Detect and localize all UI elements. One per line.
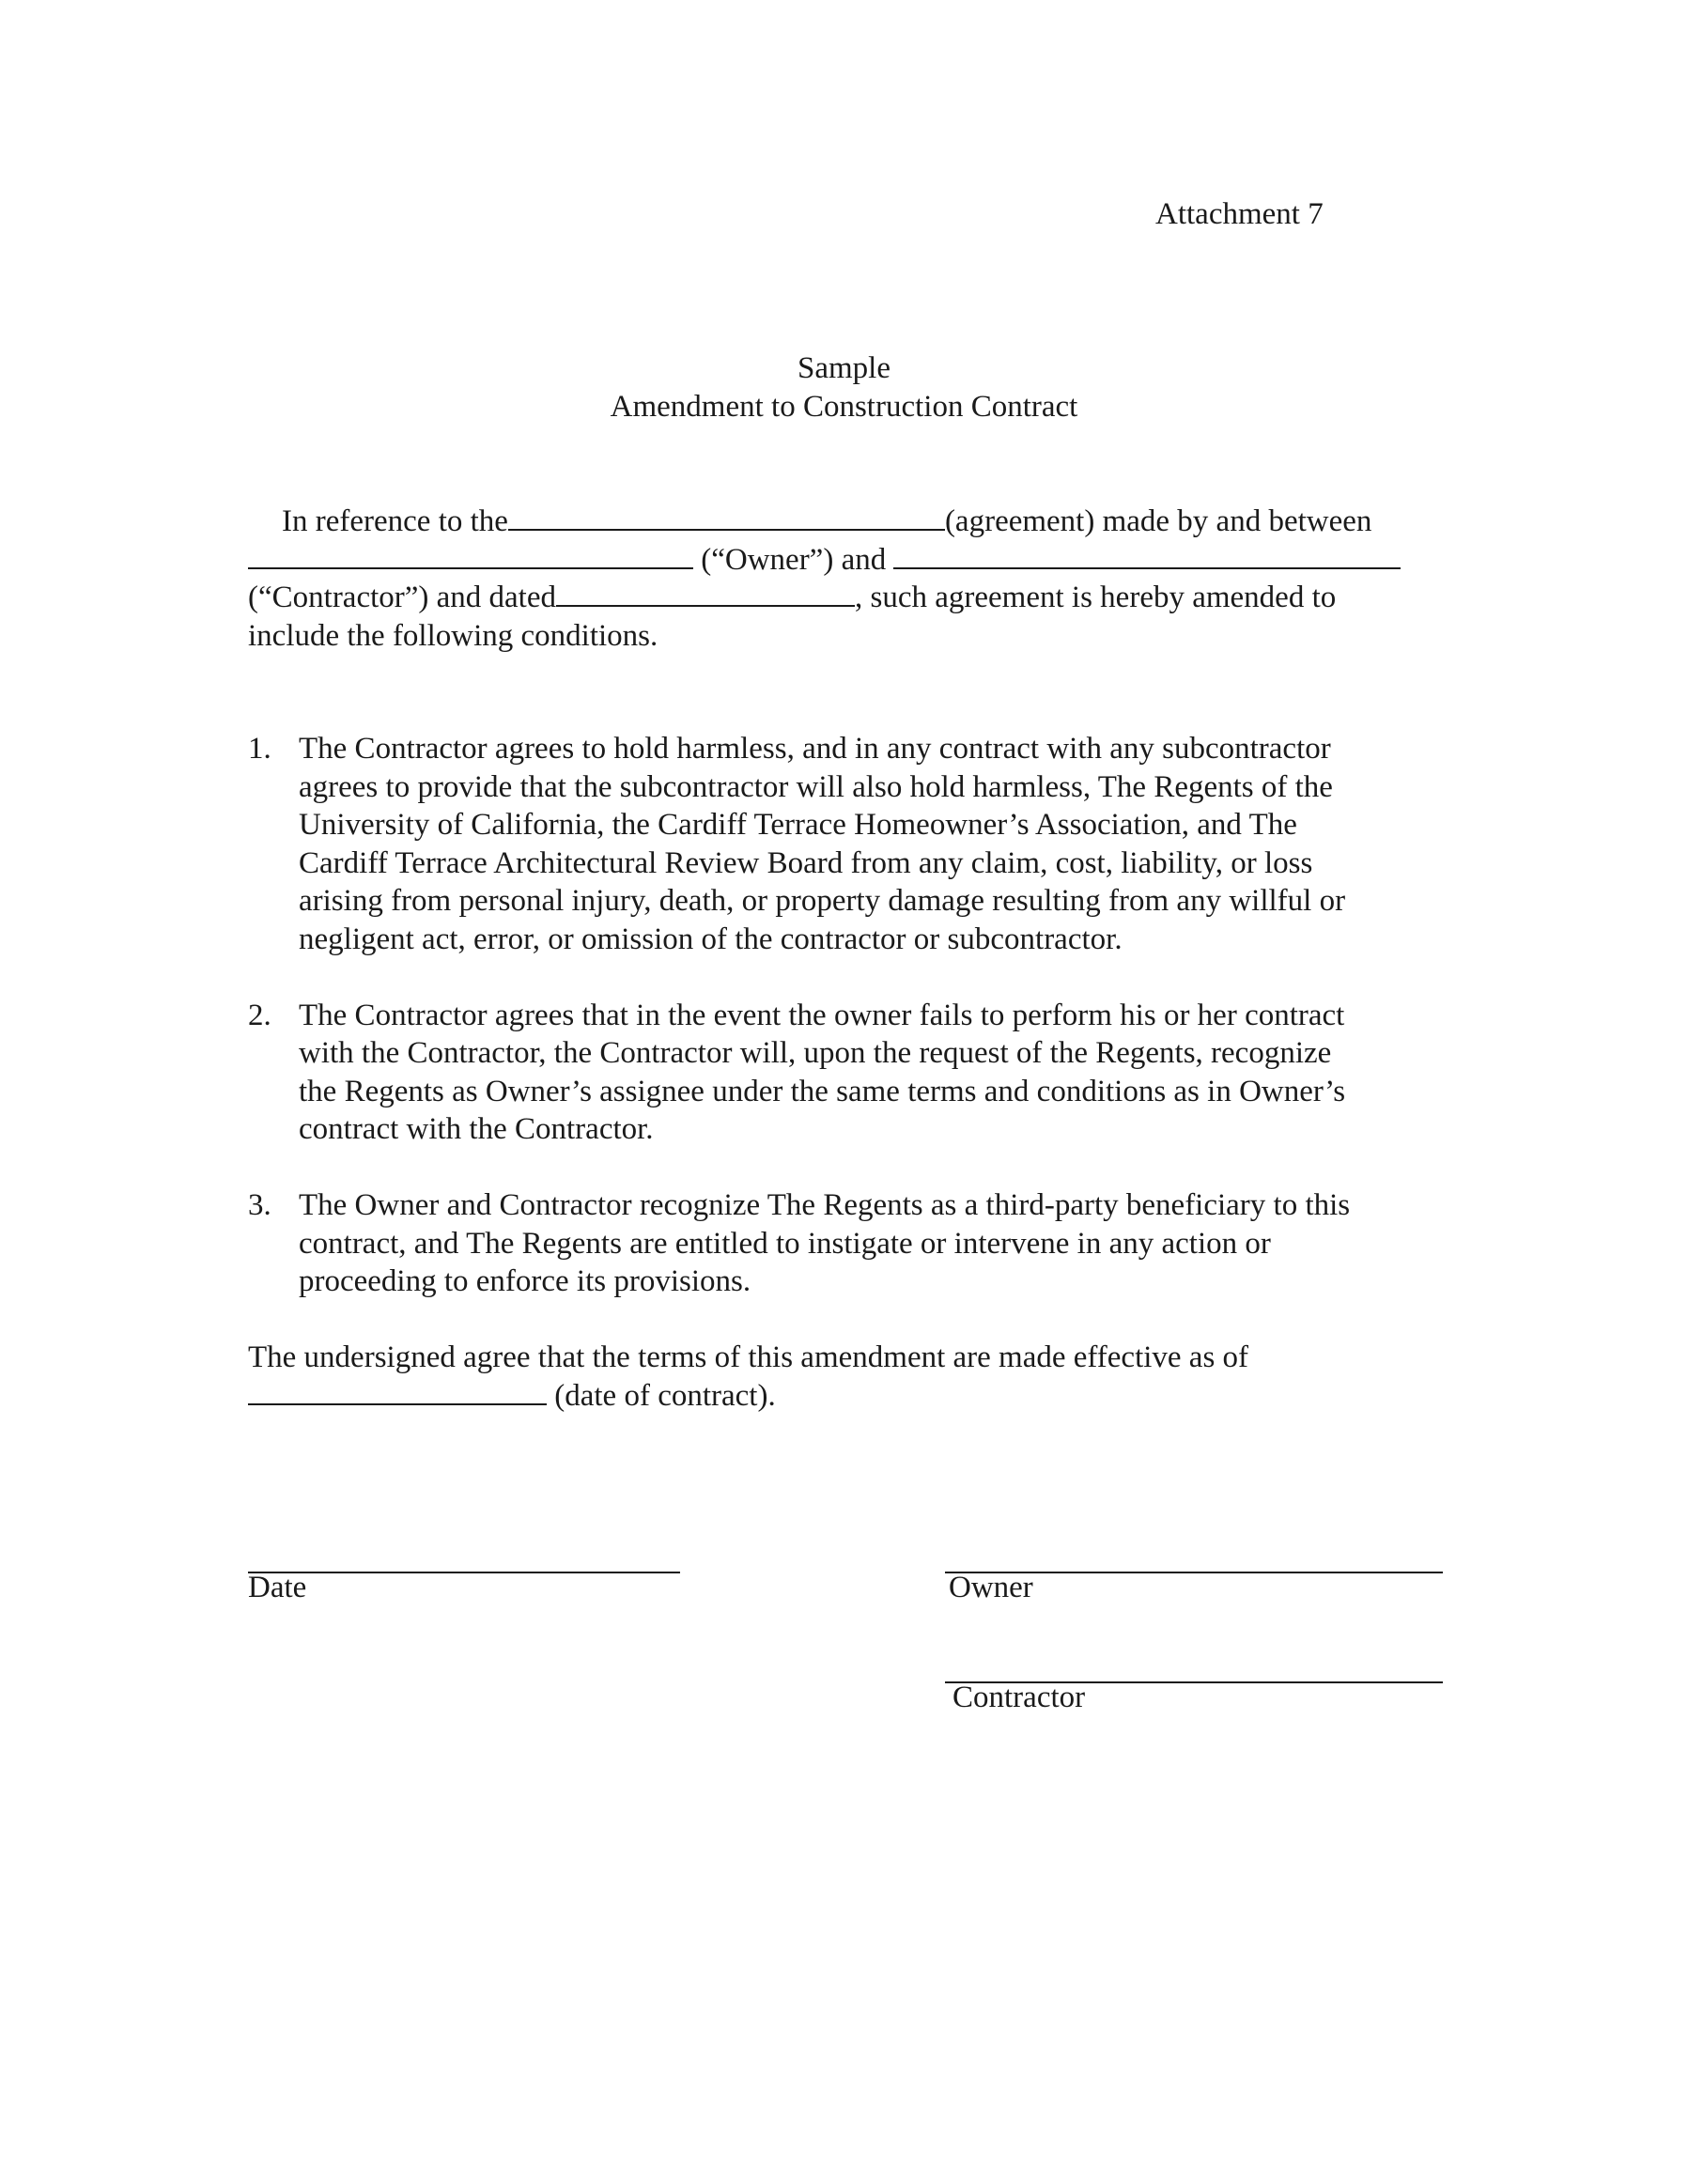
- intro-line-1: [248, 503, 1422, 541]
- agreement-name-blank[interactable]: [508, 504, 945, 531]
- contract-date-blank[interactable]: [248, 1379, 547, 1405]
- intro-text-owner: (“Owner”) and: [693, 542, 894, 577]
- condition-line: arising from personal injury, death, or property damage resulting from any willful or: [299, 884, 1346, 918]
- effective-paragraph: [248, 1339, 1441, 1415]
- condition-line: the Regents as Owner’s assignee under the same terms and conditions as in Owner’s: [299, 1074, 1346, 1108]
- attachment-label: Attachment 7: [1155, 197, 1324, 231]
- contractor-name-blank[interactable]: [893, 543, 1401, 569]
- intro-text-contractor: (“Contractor”) and dated: [248, 581, 557, 614]
- condition-item: [248, 1186, 1441, 1301]
- condition-line: agrees to provide that the subcontractor will also hold harmless, The Regents of the: [299, 769, 1333, 804]
- condition-number: 3.: [248, 1188, 271, 1222]
- owner-label: Owner: [949, 1571, 1033, 1604]
- intro-line-3: [248, 579, 1422, 617]
- intro-text-reference: In reference to the: [282, 504, 508, 538]
- condition-item: [248, 730, 1441, 958]
- intro-text-agreement: (agreement) made by and between: [944, 504, 1372, 538]
- agreement-date-blank[interactable]: [556, 581, 855, 607]
- title-line-amendment: Amendment to Construction Contract: [610, 390, 1078, 424]
- condition-line: The Contractor agrees to hold harmless, and in any contract with any subcontractor: [299, 732, 1331, 766]
- document-title: [0, 349, 1688, 426]
- condition-line: negligent act, error, or omission of the contractor or subcontractor.: [299, 922, 1123, 956]
- condition-line: University of California, the Cardiff Terrace Homeowner’s Association, and The: [299, 808, 1297, 842]
- conditions-list: [248, 730, 1441, 1339]
- date-label: Date: [248, 1571, 307, 1604]
- intro-paragraph: [248, 503, 1422, 655]
- intro-line-2: [248, 541, 1422, 580]
- condition-line: contract, and The Regents are entitled to instigate or intervene in any action or: [299, 1226, 1271, 1261]
- condition-line: The Owner and Contractor recognize The Regents as a third-party beneficiary to this: [299, 1188, 1351, 1222]
- condition-number: 1.: [248, 732, 271, 766]
- intro-text-amended: , such agreement is hereby amended to: [855, 581, 1337, 614]
- owner-name-blank[interactable]: [248, 543, 693, 569]
- effective-text-date: (date of contract).: [547, 1378, 776, 1413]
- intro-line-4: include the following conditions.: [248, 618, 658, 653]
- condition-number: 2.: [248, 998, 271, 1032]
- condition-item: [248, 997, 1441, 1149]
- condition-line: Cardiff Terrace Architectural Review Board from any claim, cost, liability, or loss: [299, 845, 1313, 880]
- title-line-sample: Sample: [798, 351, 890, 385]
- contractor-label: Contractor: [952, 1681, 1086, 1714]
- effective-line-1: The undersigned agree that the terms of this amendment are made effective as of: [248, 1340, 1249, 1374]
- effective-line-2: [248, 1377, 1441, 1416]
- condition-line: proceeding to enforce its provisions.: [299, 1264, 751, 1298]
- condition-line: The Contractor agrees that in the event the owner fails to perform his or her contract: [299, 998, 1345, 1032]
- condition-line: with the Contractor, the Contractor will, upon the request of the Regents, recognize: [299, 1036, 1332, 1070]
- condition-line: contract with the Contractor.: [299, 1112, 654, 1146]
- date-signature-line[interactable]: [248, 1572, 680, 1573]
